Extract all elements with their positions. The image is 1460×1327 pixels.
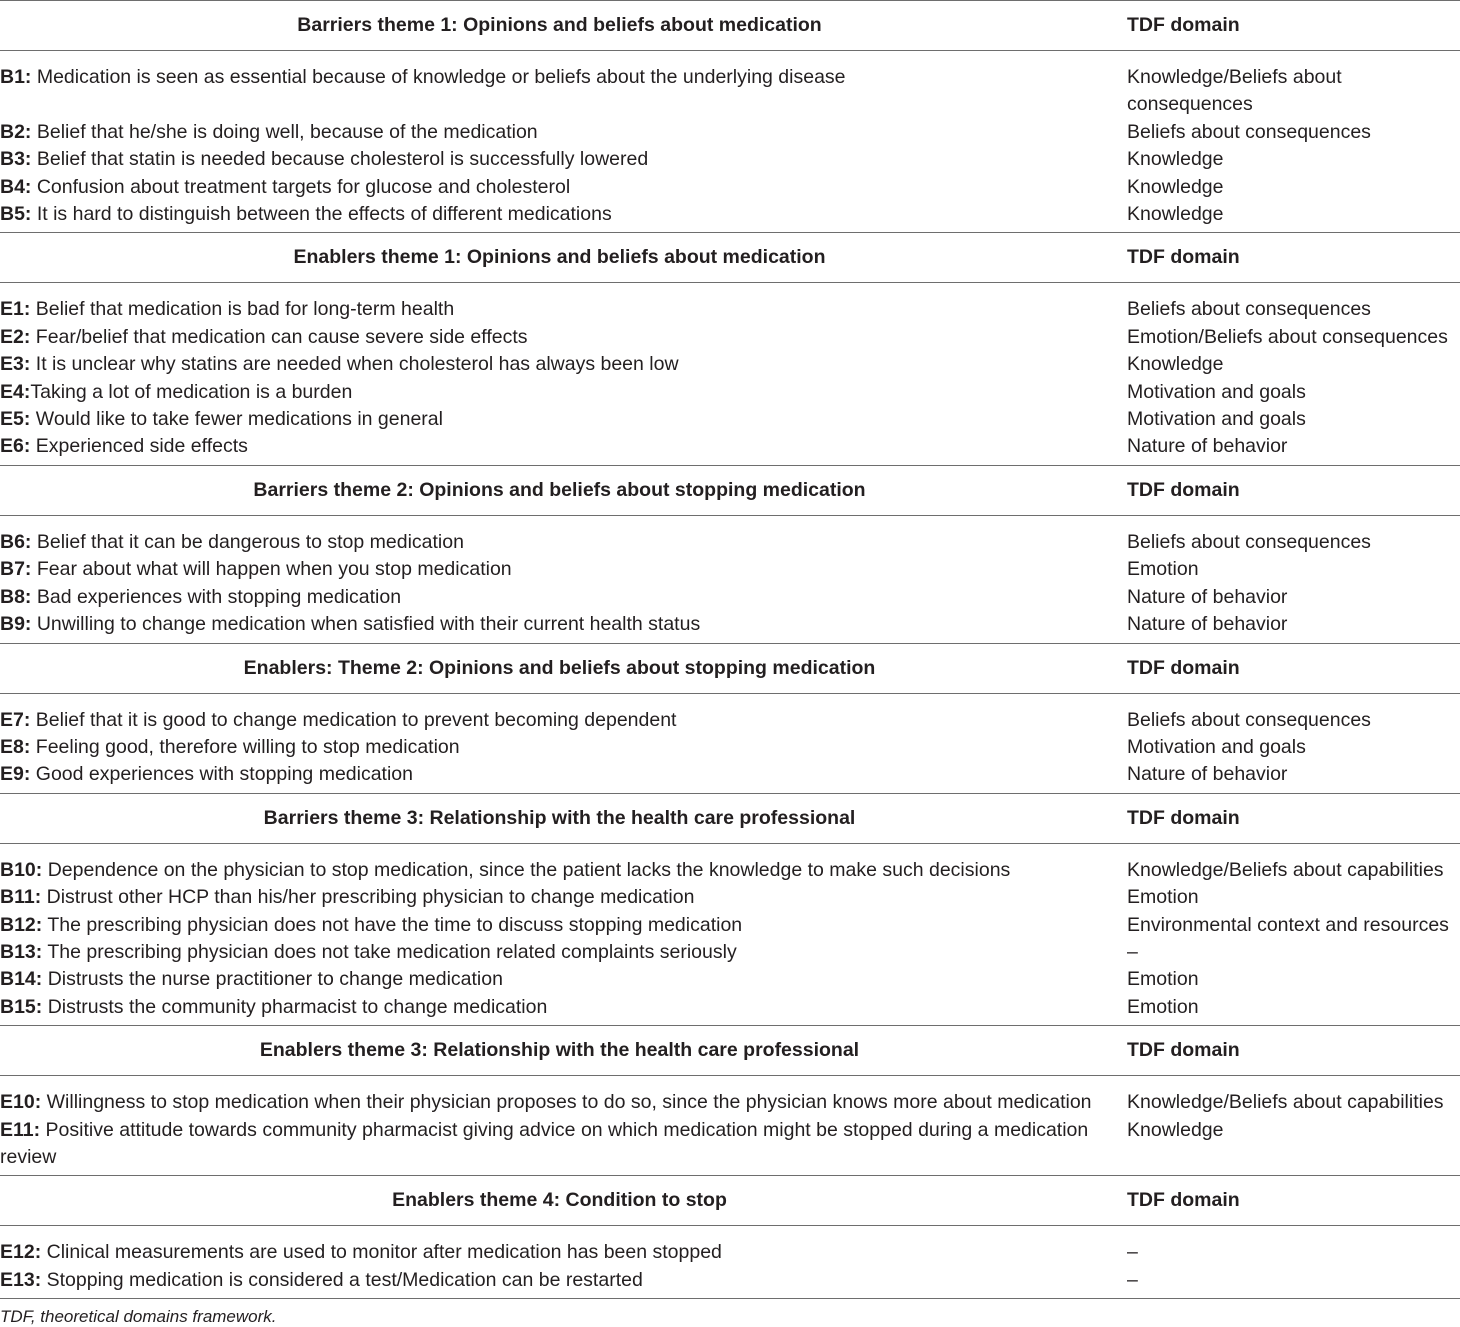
- item-domain: Knowledge: [1119, 1117, 1460, 1176]
- item-cell: [0, 693, 1119, 734]
- item-text: Experienced side effects: [30, 435, 248, 458]
- item-id: B15:: [0, 995, 43, 1018]
- table-row: [0, 351, 1460, 378]
- table-row: [0, 966, 1460, 993]
- item-domain: Beliefs about consequences: [1127, 708, 1371, 731]
- item-cell: [0, 283, 1119, 324]
- item-id: B12:: [0, 913, 43, 936]
- item-text: It is hard to distinguish between the effects of different medications: [31, 203, 612, 226]
- item-cell: [0, 351, 1119, 378]
- item-cell: [0, 761, 1119, 793]
- section-title: Barriers theme 3: Relationship with the health care professional: [0, 793, 1119, 843]
- item-text: Confusion about treatment targets for glucose and cholesterol: [31, 175, 571, 198]
- table-row: [0, 1267, 1460, 1299]
- table-row: [0, 283, 1460, 324]
- section-title: Enablers theme 4: Condition to stop: [0, 1176, 1119, 1226]
- item-cell: [0, 146, 1119, 173]
- item-cell: [0, 884, 1119, 911]
- table-row: [0, 761, 1460, 793]
- item-cell: [0, 201, 1119, 233]
- table-row: [0, 406, 1460, 433]
- item-id: B8:: [0, 585, 32, 608]
- item-cell: [0, 1076, 1119, 1117]
- table-row: [0, 51, 1460, 119]
- section-title: Enablers theme 3: Relationship with the health care professional: [0, 1026, 1119, 1076]
- item-text: It is unclear why statins are needed when cholesterol has always been low: [30, 353, 679, 376]
- item-id: B6:: [0, 530, 32, 553]
- table-body: [0, 1, 1460, 1299]
- item-domain: Emotion: [1127, 968, 1199, 991]
- item-text: Belief that medication is bad for long-term health: [30, 298, 455, 321]
- item-domain: Nature of behavior: [1127, 585, 1288, 608]
- item-cell: [0, 734, 1119, 761]
- item-cell: [0, 843, 1119, 884]
- item-cell: [0, 994, 1119, 1026]
- item-id: E7:: [0, 708, 31, 731]
- item-cell: [0, 406, 1119, 433]
- item-domain: Environmental context and resources: [1127, 913, 1449, 936]
- item-domain: Knowledge/Beliefs about capabilities: [1127, 1091, 1444, 1114]
- table-row: [0, 556, 1460, 583]
- table-row: [0, 693, 1460, 734]
- domain-column-header: TDF domain: [1119, 793, 1460, 843]
- item-id: E12:: [0, 1241, 42, 1264]
- item-domain: Nature of behavior: [1119, 611, 1460, 643]
- item-text: Clinical measurements are used to monitor after medication has been stopped: [41, 1241, 722, 1264]
- section-header-row: [0, 793, 1460, 843]
- item-id: E2:: [0, 325, 31, 348]
- item-id: E13:: [0, 1268, 42, 1291]
- item-id: B11:: [0, 886, 42, 909]
- item-id: B2:: [0, 120, 32, 143]
- item-text: Taking a lot of medication is a burden: [30, 380, 353, 403]
- item-text: Unwilling to change medication when satisfied with their current health status: [31, 613, 701, 636]
- table-row: [0, 1117, 1460, 1176]
- table-row: [0, 433, 1460, 465]
- table-row: [0, 174, 1460, 201]
- item-text: Belief that he/she is doing well, because of the medication: [31, 120, 538, 143]
- item-domain: Beliefs about consequences: [1127, 298, 1371, 321]
- item-text: Feeling good, therefore willing to stop medication: [30, 735, 460, 758]
- section-header-row: [0, 643, 1460, 693]
- item-id: B3:: [0, 148, 32, 171]
- item-id: E9:: [0, 763, 31, 786]
- item-domain: Motivation and goals: [1127, 735, 1306, 758]
- table-row: [0, 939, 1460, 966]
- section-header-row: [0, 1176, 1460, 1226]
- table-row: [0, 994, 1460, 1026]
- section-title: Enablers: Theme 2: Opinions and beliefs about stopping medication: [0, 643, 1119, 693]
- item-text: Belief that statin is needed because cholesterol is successfully lowered: [31, 148, 649, 171]
- table-row: [0, 1226, 1460, 1267]
- item-text: Willingness to stop medication when their physician proposes to do so, since the physician knows more about medication: [41, 1091, 1092, 1114]
- item-id: E3:: [0, 353, 31, 376]
- item-text: Fear about what will happen when you stop medication: [31, 558, 512, 581]
- item-text: The prescribing physician does not have the time to discuss stopping medication: [42, 913, 743, 936]
- item-domain: Knowledge: [1127, 175, 1224, 198]
- item-cell: [0, 556, 1119, 583]
- item-text: Stopping medication is considered a test/Medication can be restarted: [41, 1268, 643, 1291]
- item-text: Distrust other HCP than his/her prescribing physician to change medication: [41, 886, 695, 909]
- item-id: E11:: [0, 1118, 41, 1141]
- table-row: [0, 912, 1460, 939]
- table-row: [0, 843, 1460, 884]
- barriers-enablers-table: [0, 1, 1460, 1299]
- item-cell: [0, 515, 1119, 556]
- item-text: Medication is seen as essential because of knowledge or beliefs about the underlying disease: [31, 66, 846, 88]
- table-row: [0, 515, 1460, 556]
- domain-column-header: TDF domain: [1119, 465, 1460, 515]
- item-cell: [0, 584, 1119, 611]
- section-title: Barriers theme 2: Opinions and beliefs about stopping medication: [0, 465, 1119, 515]
- item-cell: [0, 324, 1119, 351]
- section-header-row: [0, 1, 1460, 51]
- table-row: [0, 611, 1460, 643]
- item-domain: –: [1119, 1267, 1460, 1299]
- item-cell: [0, 379, 1119, 406]
- item-domain: Knowledge: [1127, 148, 1224, 171]
- table-row: [0, 1076, 1460, 1117]
- item-id: B1:: [0, 66, 32, 88]
- table-row: [0, 884, 1460, 911]
- table-row: [0, 584, 1460, 611]
- item-id: B4:: [0, 175, 32, 198]
- item-id: B13:: [0, 940, 43, 963]
- item-id: B10:: [0, 858, 43, 881]
- item-domain: Motivation and goals: [1127, 380, 1306, 403]
- item-domain: Nature of behavior: [1119, 761, 1460, 793]
- item-domain: Knowledge: [1119, 201, 1460, 233]
- item-text: Would like to take fewer medications in general: [30, 408, 443, 431]
- item-cell: [0, 939, 1119, 966]
- item-text: The prescribing physician does not take medication related complaints seriously: [42, 940, 737, 963]
- item-text: Bad experiences with stopping medication: [31, 585, 402, 608]
- section-header-row: [0, 233, 1460, 283]
- item-cell: [0, 51, 1119, 119]
- table-row: [0, 201, 1460, 233]
- item-id: E4:: [0, 380, 31, 403]
- item-text: Dependence on the physician to stop medication, since the patient lacks the knowledge to make such decisions: [42, 858, 1011, 881]
- item-domain: Knowledge/Beliefs about capabilities: [1127, 858, 1444, 881]
- item-id: E8:: [0, 735, 31, 758]
- item-cell: [0, 174, 1119, 201]
- section-header-row: [0, 1026, 1460, 1076]
- item-domain: Nature of behavior: [1119, 433, 1460, 465]
- domain-column-header: TDF domain: [1119, 643, 1460, 693]
- item-text: Distrusts the community pharmacist to change medication: [42, 995, 548, 1018]
- item-cell: [0, 1226, 1119, 1267]
- item-id: B14:: [0, 968, 43, 991]
- table-row: [0, 734, 1460, 761]
- item-id: E6:: [0, 435, 31, 458]
- item-text: Belief that it is good to change medication to prevent becoming dependent: [30, 708, 677, 731]
- domain-column-header: TDF domain: [1119, 233, 1460, 283]
- item-domain: Beliefs about consequences: [1127, 530, 1371, 553]
- item-id: E10:: [0, 1091, 42, 1114]
- item-cell: [0, 433, 1119, 465]
- item-text: Belief that it can be dangerous to stop medication: [31, 530, 464, 553]
- section-header-row: [0, 465, 1460, 515]
- item-domain: –: [1127, 940, 1138, 963]
- section-title: Enablers theme 1: Opinions and beliefs about medication: [0, 233, 1119, 283]
- item-cell: [0, 1267, 1119, 1299]
- domain-column-header: TDF domain: [1119, 1026, 1460, 1076]
- item-cell: [0, 1117, 1119, 1176]
- item-cell: [0, 611, 1119, 643]
- table-row: [0, 324, 1460, 351]
- section-title: Barriers theme 1: Opinions and beliefs about medication: [0, 1, 1119, 51]
- item-text: Distrusts the nurse practitioner to change medication: [42, 968, 503, 991]
- item-text: Good experiences with stopping medication: [30, 763, 413, 786]
- item-domain: –: [1127, 1241, 1138, 1264]
- item-text: Positive attitude towards community pharmacist giving advice on which medication might be stopped during a medication review: [0, 1118, 1094, 1168]
- item-domain: Emotion: [1119, 994, 1460, 1026]
- item-domain: Beliefs about consequences: [1127, 120, 1371, 143]
- item-id: B5:: [0, 203, 32, 226]
- item-domain: Emotion/Beliefs about consequences: [1127, 325, 1448, 348]
- table-footnote: TDF, theoretical domains framework.: [0, 1307, 277, 1327]
- item-id: E5:: [0, 408, 31, 431]
- item-cell: [0, 119, 1119, 146]
- item-id: B9:: [0, 613, 32, 636]
- item-domain: Knowledge: [1127, 353, 1224, 376]
- item-text: Fear/belief that medication can cause severe side effects: [30, 325, 528, 348]
- table-row: [0, 146, 1460, 173]
- item-domain: Emotion: [1127, 558, 1199, 581]
- item-id: E1:: [0, 298, 31, 321]
- table-row: [0, 379, 1460, 406]
- domain-column-header: TDF domain: [1119, 1176, 1460, 1226]
- item-domain: Motivation and goals: [1127, 408, 1306, 431]
- table-row: [0, 119, 1460, 146]
- item-cell: [0, 966, 1119, 993]
- domain-column-header: TDF domain: [1119, 1, 1460, 51]
- item-cell: [0, 912, 1119, 939]
- item-domain: Emotion: [1127, 886, 1199, 909]
- item-id: B7:: [0, 558, 32, 581]
- item-domain: Knowledge/Beliefs about consequences: [1127, 66, 1342, 116]
